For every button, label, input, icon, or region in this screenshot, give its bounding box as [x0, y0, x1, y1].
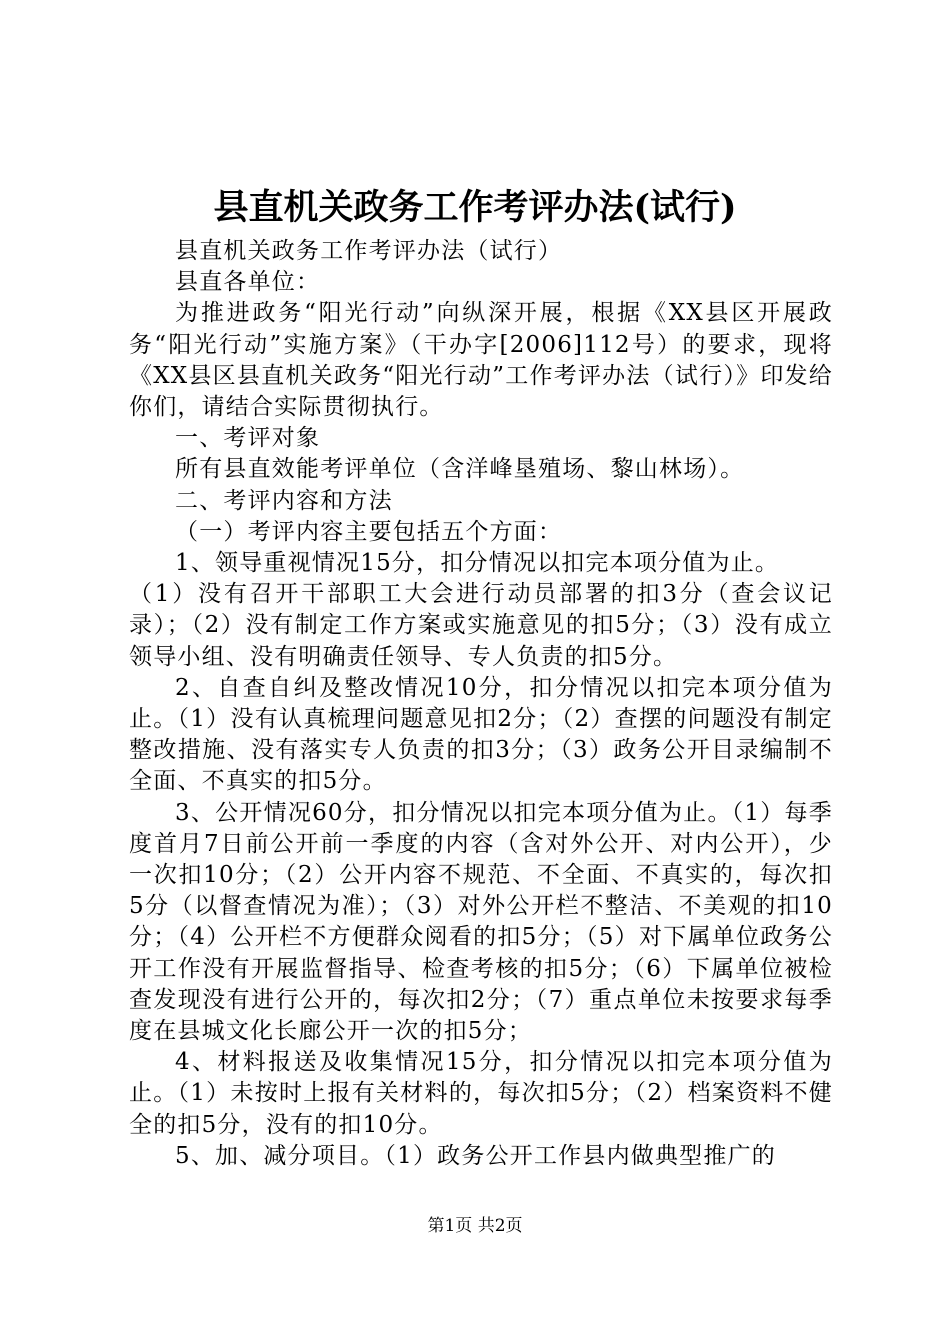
page-footer: 第1页 共2页	[427, 1216, 523, 1236]
section-heading-1: 一、考评对象	[175, 425, 321, 452]
paragraph-salutation: 县直各单位：	[175, 269, 321, 296]
item-1-details: （1）没有召开干部职工大会进行动员部署的扣3分（查会议记录）；（2）没有制定工作方案或实施意见的扣5分；（3）没有成立领导小组、没有明确责任领导、专人负责的扣5分。	[129, 581, 833, 670]
document-body	[129, 236, 833, 1172]
item-2: 2、自查自纠及整改情况10分，扣分情况以扣完本项分值为止。（1）没有认真梳理问题意见扣2分；（2）查摆的问题没有制定整改措施、没有落实专人负责的扣3分；（3）政务公开目录编制不全面、不真实的扣5分。	[129, 674, 833, 795]
section-heading-2: 二、考评内容和方法	[175, 487, 393, 514]
subsection-heading-1: （一）考评内容主要包括五个方面：	[175, 518, 563, 545]
item-5: 5、加、减分项目。（1）政务公开工作县内做典型推广的	[175, 1142, 776, 1169]
item-1: 1、领导重视情况15分，扣分情况以扣完本项分值为止。	[175, 550, 780, 577]
item-3: 3、公开情况60分，扣分情况以扣完本项分值为止。（1）每季度首月7日前公开前一季度的内容（含对外公开、对内公开），少一次扣10分；（2）公开内容不规范、不全面、不真实的，每次扣5分（以督查情况为准）；（3）对外公开栏不整洁、不美观的扣10分；（4）公开栏不方便群众阅看的扣5分；（5）对下属单位政务公开工作没有开展监督指导、检查考核的扣5分；（6）下属单位被检查发现没有进行公开的，每次扣2分；（7）重点单位未按要求每季度在县城文化长廊公开一次的扣5分；	[129, 799, 833, 1045]
paragraph-scope: 所有县直效能考评单位（含洋峰垦殖场、黎山林场）。	[175, 456, 745, 483]
item-4: 4、材料报送及收集情况15分，扣分情况以扣完本项分值为止。（1）未按时上报有关材料的，每次扣5分；（2）档案资料不健全的扣5分，没有的扣10分。	[129, 1049, 833, 1138]
document-title: 县直机关政务工作考评办法(试行)	[213, 187, 737, 228]
paragraph-intro: 为推进政务“阳光行动”向纵深开展，根据《XX县区开展政务“阳光行动”实施方案》（干办字[2006]112号）的要求，现将《XX县区县直机关政务“阳光行动”工作考评办法（试行）》印发给你们，请结合实际贯彻执行。	[129, 300, 833, 421]
paragraph-subtitle: 县直机关政务工作考评办法（试行）	[175, 238, 563, 264]
